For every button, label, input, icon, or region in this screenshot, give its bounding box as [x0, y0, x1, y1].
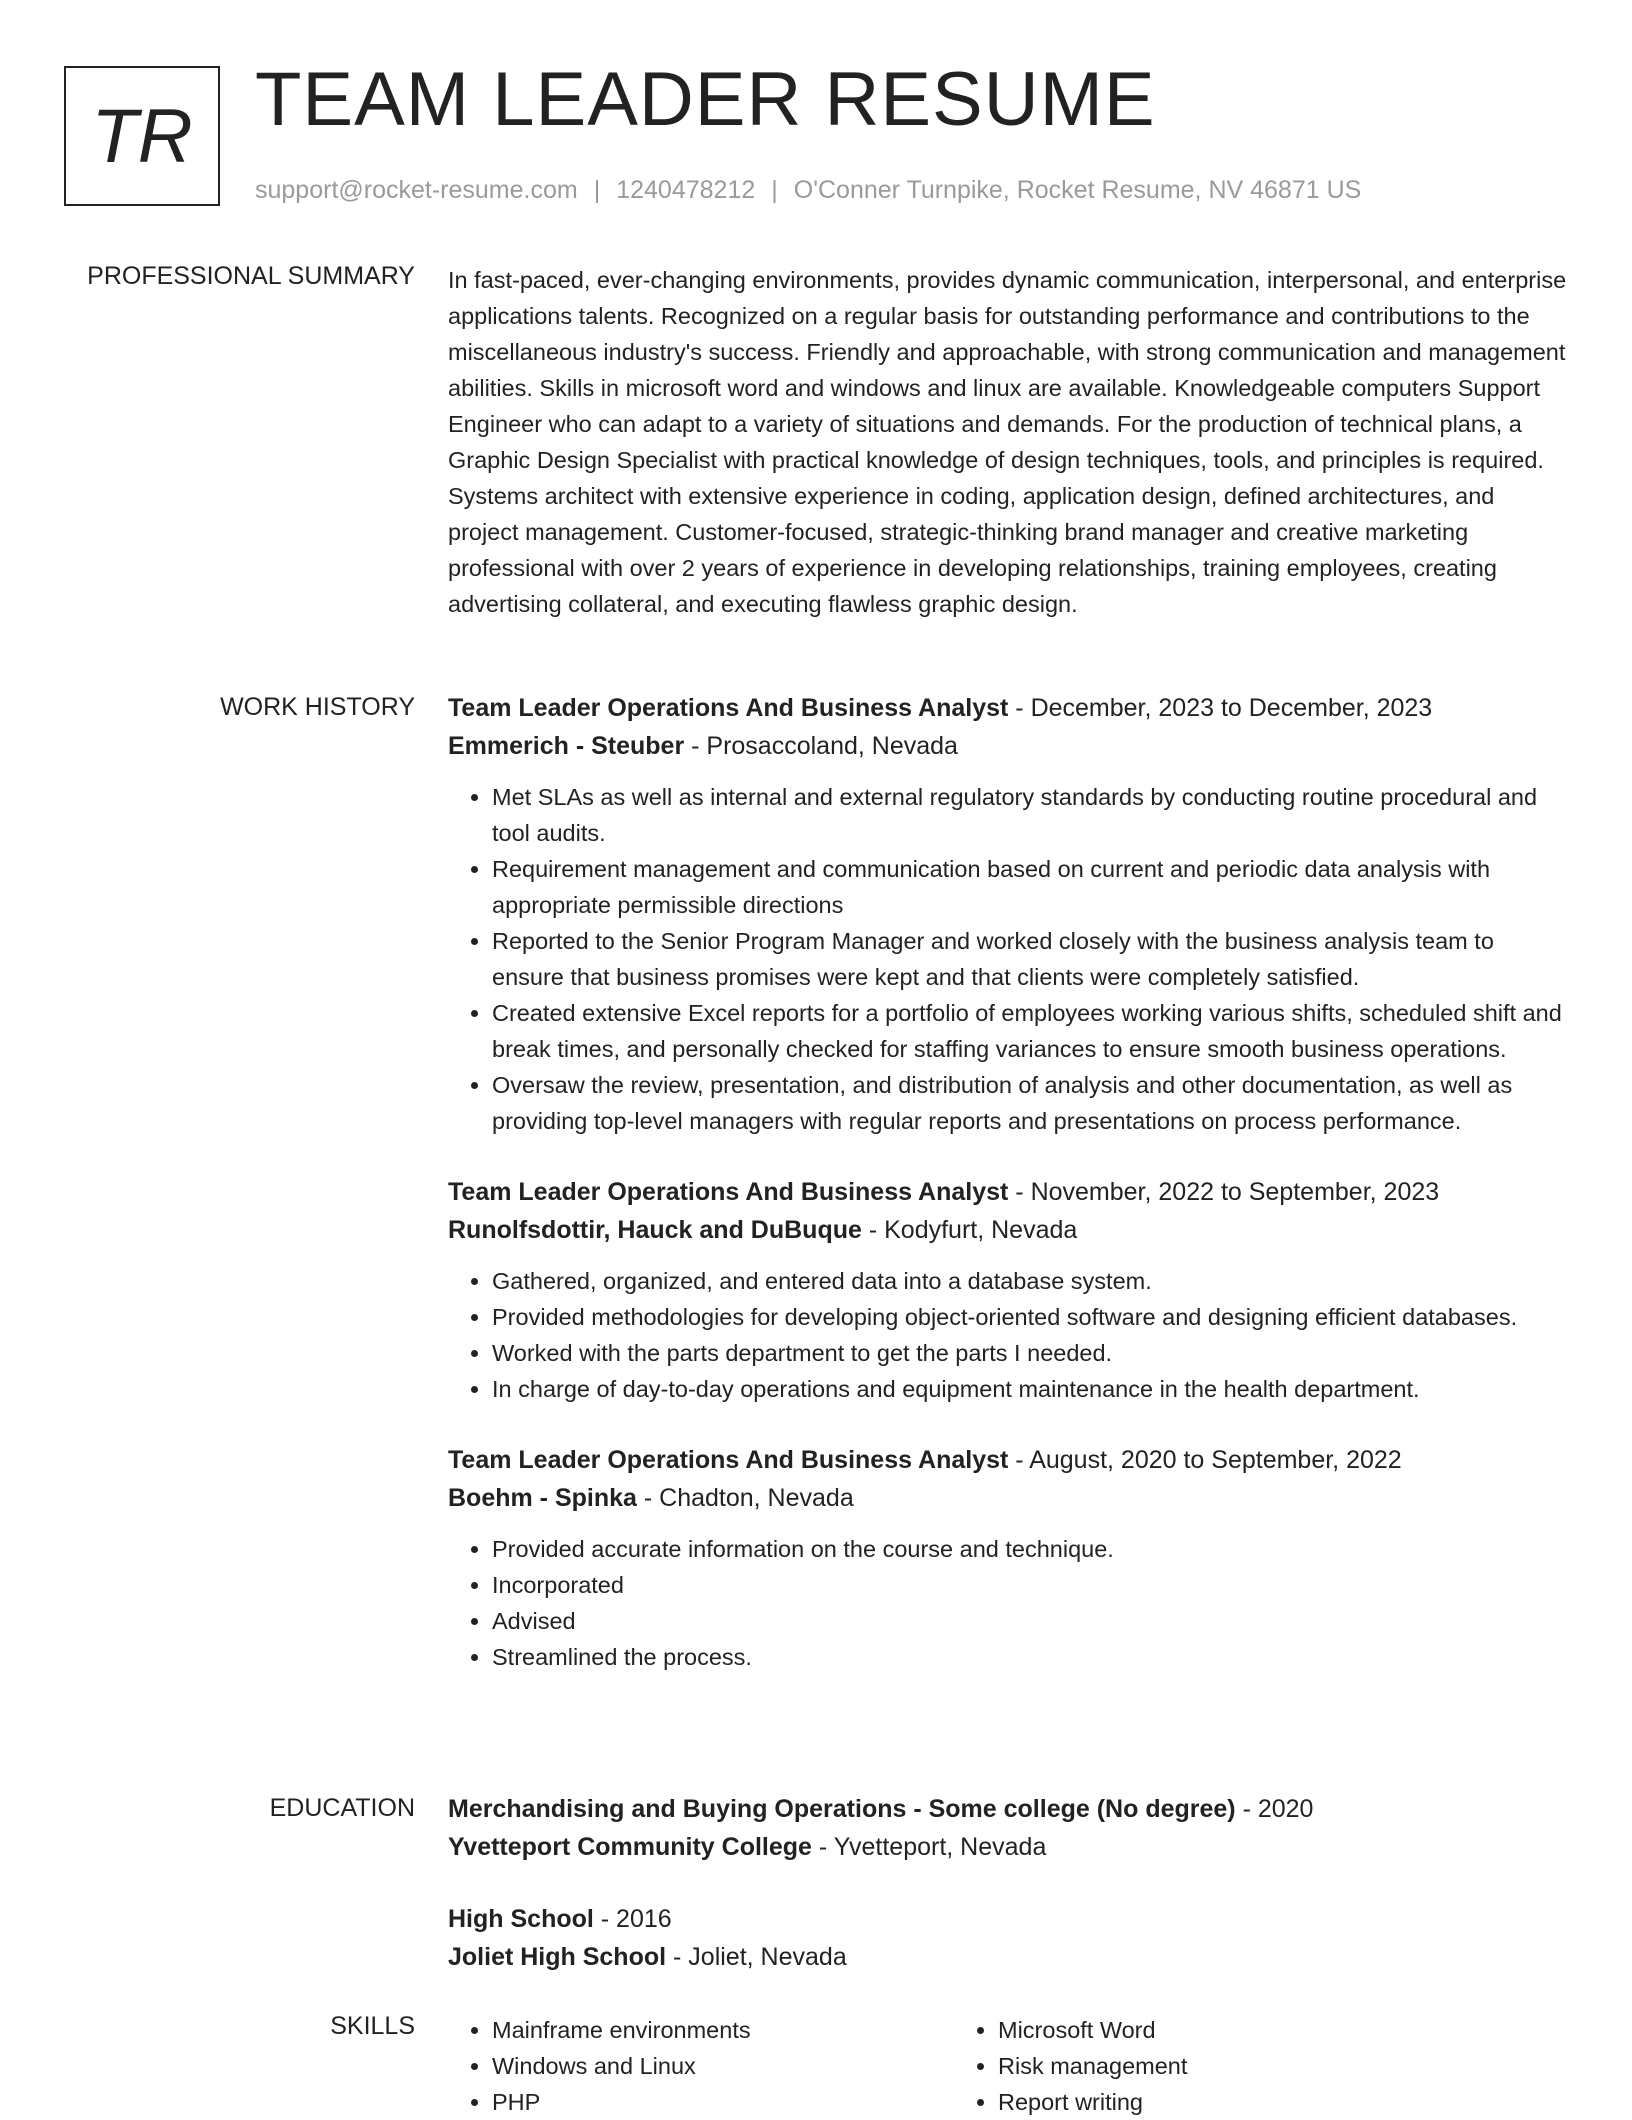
job-title-line: Team Leader Operations And Business Analyst - December, 2023 to December, 2023 — [448, 694, 1433, 722]
education-degree-line: High School - 2016 — [448, 1905, 672, 1933]
list-item: • Incorporated — [492, 1567, 1568, 1603]
education-degree: Merchandising and Buying Operations - Some college (No degree) — [448, 1795, 1236, 1823]
job-dates: December, 2023 to December, 2023 — [1030, 694, 1433, 722]
job-company: Emmerich - Steuber — [448, 732, 685, 760]
education-entry — [448, 1790, 1568, 1866]
list-item: • Created extensive Excel reports for a portfolio of employees working various shifts, scheduled shift and break times, and personally checked for staffing variances to ensure smooth business operations. — [492, 995, 1568, 1067]
job-company-line: Boehm - Spinka - Chadton, Nevada — [448, 1484, 854, 1512]
job-entry — [448, 689, 1568, 1139]
separator: | — [771, 176, 778, 204]
skill-item: • Microsoft Word — [998, 2012, 1460, 2048]
contact-email[interactable]: support@rocket-resume.com — [255, 176, 578, 204]
list-item: • Requirement management and communication based on current and periodic data analysis with appropriate permissible directions — [492, 851, 1568, 923]
job-title: Team Leader Operations And Business Analyst — [448, 1446, 1009, 1474]
education-school: Yvetteport Community College — [448, 1833, 812, 1861]
job-bullets — [448, 1531, 1568, 1675]
separator: | — [593, 176, 601, 204]
skills-list-right — [954, 2012, 1460, 2120]
list-item: • Worked with the parts department to get the parts I needed. — [492, 1335, 1568, 1371]
job-location: Chadton, Nevada — [659, 1484, 854, 1512]
job-entry — [448, 1441, 1568, 1675]
section-label-education: EDUCATION — [269, 1794, 415, 1822]
list-item: • Provided accurate information on the course and technique. — [492, 1531, 1568, 1567]
education-degree-line: Merchandising and Buying Operations - Some college (No degree) - 2020 — [448, 1795, 1314, 1823]
contact-phone[interactable]: 1240478212 — [616, 176, 756, 204]
list-item: • Met SLAs as well as internal and external regulatory standards by conducting routine procedural and tool audits. — [492, 779, 1568, 851]
job-company-line: Emmerich - Steuber - Prosaccoland, Nevada — [448, 732, 958, 760]
skill-item: • Report writing — [998, 2084, 1460, 2120]
education-year: 2016 — [616, 1905, 672, 1933]
job-title-line: Team Leader Operations And Business Analyst - November, 2022 to September, 2023 — [448, 1178, 1440, 1206]
page-title: TEAM LEADER RESUME — [255, 57, 1156, 142]
job-title-line: Team Leader Operations And Business Analyst - August, 2020 to September, 2022 — [448, 1446, 1402, 1474]
job-dates: August, 2020 to September, 2022 — [1029, 1446, 1402, 1474]
list-item: • Gathered, organized, and entered data into a database system. — [492, 1263, 1568, 1299]
job-title: Team Leader Operations And Business Analyst — [448, 694, 1009, 722]
section-label-summary: PROFESSIONAL SUMMARY — [87, 262, 415, 290]
skill-item: • Windows and Linux — [492, 2048, 954, 2084]
education-location: Joliet, Nevada — [688, 1943, 847, 1971]
job-entry — [448, 1173, 1568, 1407]
job-bullets — [448, 779, 1568, 1139]
list-item: • Reported to the Senior Program Manager and worked closely with the business analysis team to ensure that business promises were kept and that clients were completely satisfied. — [492, 923, 1568, 995]
section-label-skills: SKILLS — [330, 2012, 415, 2040]
contact-address: O'Conner Turnpike, Rocket Resume, NV 46871 US — [793, 176, 1362, 204]
skills-list-left — [448, 2012, 954, 2120]
job-title: Team Leader Operations And Business Analyst — [448, 1178, 1009, 1206]
section-label-work: WORK HISTORY — [220, 693, 415, 721]
list-item: • Oversaw the review, presentation, and distribution of analysis and other documentation, as well as providing top-level managers with regular reports and presentations on process performance. — [492, 1067, 1568, 1139]
education-entry — [448, 1900, 1568, 1976]
skill-item: • Risk management — [998, 2048, 1460, 2084]
list-item: • Advised — [492, 1603, 1568, 1639]
job-dates: November, 2022 to September, 2023 — [1030, 1178, 1440, 1206]
list-item: • Streamlined the process. — [492, 1639, 1568, 1675]
job-company: Runolfsdottir, Hauck and DuBuque — [448, 1216, 862, 1244]
monogram: TR — [64, 66, 220, 206]
job-company: Boehm - Spinka — [448, 1484, 637, 1512]
job-bullets — [448, 1263, 1568, 1407]
skill-item: • PHP — [492, 2084, 954, 2120]
education-school-line: Joliet High School - Joliet, Nevada — [448, 1943, 847, 1971]
list-item: • In charge of day-to-day operations and equipment maintenance in the health department. — [492, 1371, 1568, 1407]
list-item: • Provided methodologies for developing object-oriented software and designing efficient databases. — [492, 1299, 1568, 1335]
education-degree: High School — [448, 1905, 594, 1933]
education-school: Joliet High School — [448, 1943, 667, 1971]
job-location: Prosaccoland, Nevada — [706, 732, 958, 760]
skill-item: • Mainframe environments — [492, 2012, 954, 2048]
skills-columns — [448, 2012, 1568, 2120]
summary-text: In fast-paced, ever-changing environments, provides dynamic communication, interpersonal, and enterprise applications talents. Recognized on a regular basis for outstanding performance and contributions to the miscellaneous industry's success. Friendly and approachable, with strong communication and management abilities. Skills in microsoft word and windows and linux are available. Knowledgeable computers Support Engineer who can adapt to a variety of situations and demands. For the production of technical plans, a Graphic Design Specialist with practical knowledge of design techniques, tools, and principles is required. Systems architect with extensive experience in coding, application design, defined architectures, and project management. Customer-focused, strategic-thinking brand manager and creative marketing professional with over 2 years of experience in developing relationships, training employees, creating advertising collateral, and executing flawless graphic design. — [448, 267, 1567, 617]
job-location: Kodyfurt, Nevada — [884, 1216, 1078, 1244]
education-year: 2020 — [1257, 1795, 1314, 1823]
education-location: Yvetteport, Nevada — [833, 1833, 1047, 1861]
education-school-line: Yvetteport Community College - Yvetteport, Nevada — [448, 1833, 1047, 1861]
job-company-line: Runolfsdottir, Hauck and DuBuque - Kodyfurt, Nevada — [448, 1216, 1078, 1244]
contact-info — [255, 176, 1361, 205]
